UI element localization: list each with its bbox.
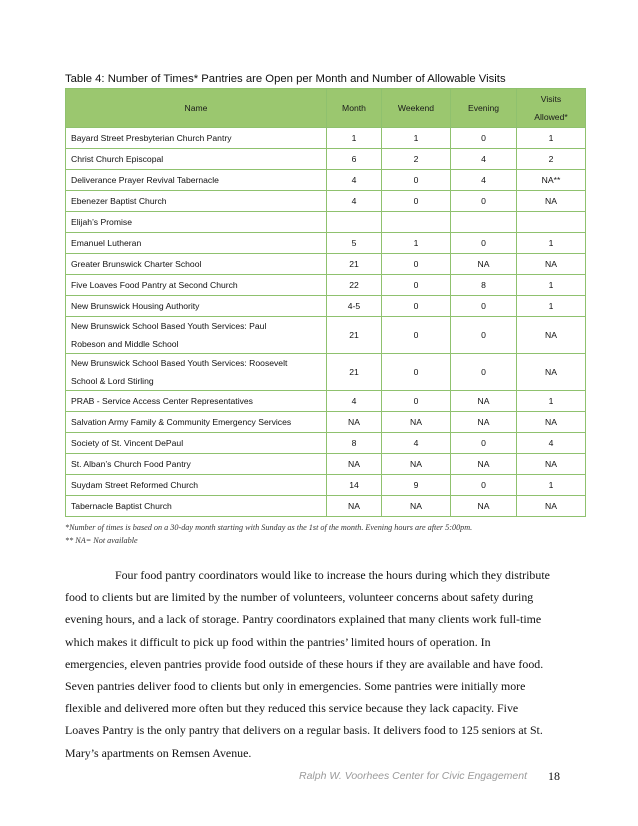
header-month: Month: [327, 89, 382, 128]
body-line: Loaves Pantry is the only pantry that delivers on a regular basis. It delivers food to 125 seniors at St.: [65, 723, 543, 738]
row-visits: 2: [517, 149, 586, 170]
row-evening: NA: [451, 412, 517, 433]
table-row: [66, 191, 586, 212]
table-row: [66, 454, 586, 475]
row-name: PRAB - Service Access Center Representatives: [66, 391, 327, 412]
row-evening: 0: [451, 317, 517, 354]
row-name: Bayard Street Presbyterian Church Pantry: [66, 128, 327, 149]
table-row: [66, 233, 586, 254]
row-evening: 0: [451, 191, 517, 212]
table-row: [66, 496, 586, 517]
row-month: 8: [327, 433, 382, 454]
table-row: [66, 128, 586, 149]
row-name: [66, 354, 327, 391]
page-footer: [0, 770, 638, 786]
row-month: 4: [327, 191, 382, 212]
row-weekend: 2: [382, 149, 451, 170]
pantry-hours-table: [65, 88, 586, 517]
body-line: Seven pantries deliver food to clients but only in emergencies. Some pantries were initially more: [65, 679, 526, 694]
row-weekend: 0: [382, 296, 451, 317]
row-weekend: 0: [382, 254, 451, 275]
row-weekend: 9: [382, 475, 451, 496]
row-weekend: [382, 212, 451, 233]
row-name-line1: New Brunswick School Based Youth Services: Roosevelt: [71, 358, 288, 368]
table-caption: Table 4: Number of Times* Pantries are Open per Month and Number of Allowable Visits: [65, 73, 506, 85]
row-evening: 0: [451, 433, 517, 454]
row-month: [327, 212, 382, 233]
row-name: Tabernacle Baptist Church: [66, 496, 327, 517]
table-footnote-times: *Number of times is based on a 30-day month starting with Sunday as the 1st of the month. Evening hours are after 5:00pm.: [65, 523, 473, 532]
body-line: flexible and delivered more often but they reduced this service because they lack capacity. Five: [65, 701, 519, 716]
row-evening: NA: [451, 391, 517, 412]
table-row: [66, 354, 586, 391]
row-month: 5: [327, 233, 382, 254]
body-line: which makes it difficult to pick up food within the pantries’ limited hours of operation. In: [65, 634, 491, 649]
row-name: St. Alban’s Church Food Pantry: [66, 454, 327, 475]
row-month: 4-5: [327, 296, 382, 317]
header-evening: Evening: [451, 89, 517, 128]
row-visits: NA**: [517, 170, 586, 191]
row-evening: NA: [451, 254, 517, 275]
row-visits: 1: [517, 128, 586, 149]
row-evening: [451, 212, 517, 233]
row-name: [66, 317, 327, 354]
row-evening: 0: [451, 296, 517, 317]
table-row: [66, 254, 586, 275]
table-row: [66, 149, 586, 170]
row-month: NA: [327, 496, 382, 517]
row-evening: 0: [451, 233, 517, 254]
row-visits: NA: [517, 317, 586, 354]
body-line: emergencies, eleven pantries provide food outside of these hours if they are available and have food.: [65, 656, 544, 671]
row-visits: 1: [517, 475, 586, 496]
row-weekend: 4: [382, 433, 451, 454]
row-visits: NA: [517, 354, 586, 391]
header-name: Name: [66, 89, 327, 128]
table-row: [66, 317, 586, 354]
row-name-line2: School & Lord Stirling: [71, 376, 154, 386]
row-name-line1: New Brunswick School Based Youth Services: Paul: [71, 321, 267, 331]
row-name: Five Loaves Food Pantry at Second Church: [66, 275, 327, 296]
row-weekend: 0: [382, 275, 451, 296]
header-weekend: Weekend: [382, 89, 451, 128]
row-name: Elijah’s Promise: [66, 212, 327, 233]
row-evening: 0: [451, 475, 517, 496]
table-row: [66, 475, 586, 496]
row-weekend: NA: [382, 454, 451, 475]
row-visits: [517, 212, 586, 233]
table-row: [66, 391, 586, 412]
row-evening: 4: [451, 170, 517, 191]
header-visits-line1: Visits: [540, 94, 562, 104]
body-line: food to clients but are limited by the number of volunteers, volunteer concerns about safety during: [65, 590, 534, 605]
row-visits: NA: [517, 454, 586, 475]
row-month: NA: [327, 454, 382, 475]
row-month: 14: [327, 475, 382, 496]
header-visits-line2: Allowed*: [534, 112, 568, 122]
row-name: Greater Brunswick Charter School: [66, 254, 327, 275]
row-month: NA: [327, 412, 382, 433]
row-evening: NA: [451, 454, 517, 475]
row-name: New Brunswick Housing Authority: [66, 296, 327, 317]
row-weekend: 0: [382, 391, 451, 412]
row-name: Salvation Army Family & Community Emergency Services: [66, 412, 327, 433]
row-month: 6: [327, 149, 382, 170]
row-name: Suydam Street Reformed Church: [66, 475, 327, 496]
row-evening: 4: [451, 149, 517, 170]
table-header-row: [66, 89, 586, 128]
row-visits: 4: [517, 433, 586, 454]
page-number: 18: [548, 769, 560, 783]
table-row: [66, 433, 586, 454]
row-name: Deliverance Prayer Revival Tabernacle: [66, 170, 327, 191]
table-row: [66, 212, 586, 233]
footer-organization: Ralph W. Voorhees Center for Civic Engagement: [299, 770, 527, 782]
body-line: evening hours, and a lack of storage. Pantry coordinators explained that many clients work full-time: [65, 612, 542, 627]
table-row: [66, 412, 586, 433]
row-name: Ebenezer Baptist Church: [66, 191, 327, 212]
row-name: Society of St. Vincent DePaul: [66, 433, 327, 454]
table-row: [66, 296, 586, 317]
row-visits: 1: [517, 275, 586, 296]
row-evening: 0: [451, 354, 517, 391]
row-weekend: 1: [382, 128, 451, 149]
row-weekend: NA: [382, 412, 451, 433]
row-weekend: 0: [382, 170, 451, 191]
row-evening: 0: [451, 128, 517, 149]
row-visits: NA: [517, 191, 586, 212]
row-evening: NA: [451, 496, 517, 517]
row-month: 22: [327, 275, 382, 296]
header-visits-allowed: [517, 89, 586, 128]
row-visits: NA: [517, 412, 586, 433]
row-month: 21: [327, 354, 382, 391]
table-footnote-na: ** NA= Not available: [65, 536, 138, 545]
row-weekend: 1: [382, 233, 451, 254]
row-evening: 8: [451, 275, 517, 296]
row-name: Christ Church Episcopal: [66, 149, 327, 170]
row-weekend: 0: [382, 317, 451, 354]
body-line: Four food pantry coordinators would like to increase the hours during which they distribute: [115, 568, 550, 582]
row-visits: 1: [517, 233, 586, 254]
row-weekend: 0: [382, 354, 451, 391]
table-row: [66, 170, 586, 191]
row-month: 21: [327, 317, 382, 354]
row-name-line2: Robeson and Middle School: [71, 339, 179, 349]
table-row: [66, 275, 586, 296]
row-visits: 1: [517, 296, 586, 317]
row-month: 4: [327, 391, 382, 412]
row-month: 4: [327, 170, 382, 191]
row-month: 1: [327, 128, 382, 149]
row-visits: 1: [517, 391, 586, 412]
row-visits: NA: [517, 254, 586, 275]
row-month: 21: [327, 254, 382, 275]
row-weekend: 0: [382, 191, 451, 212]
body-line: Mary’s apartments on Remsen Avenue.: [65, 745, 252, 760]
row-weekend: NA: [382, 496, 451, 517]
row-visits: NA: [517, 496, 586, 517]
body-paragraph: [65, 564, 577, 764]
row-name: Emanuel Lutheran: [66, 233, 327, 254]
